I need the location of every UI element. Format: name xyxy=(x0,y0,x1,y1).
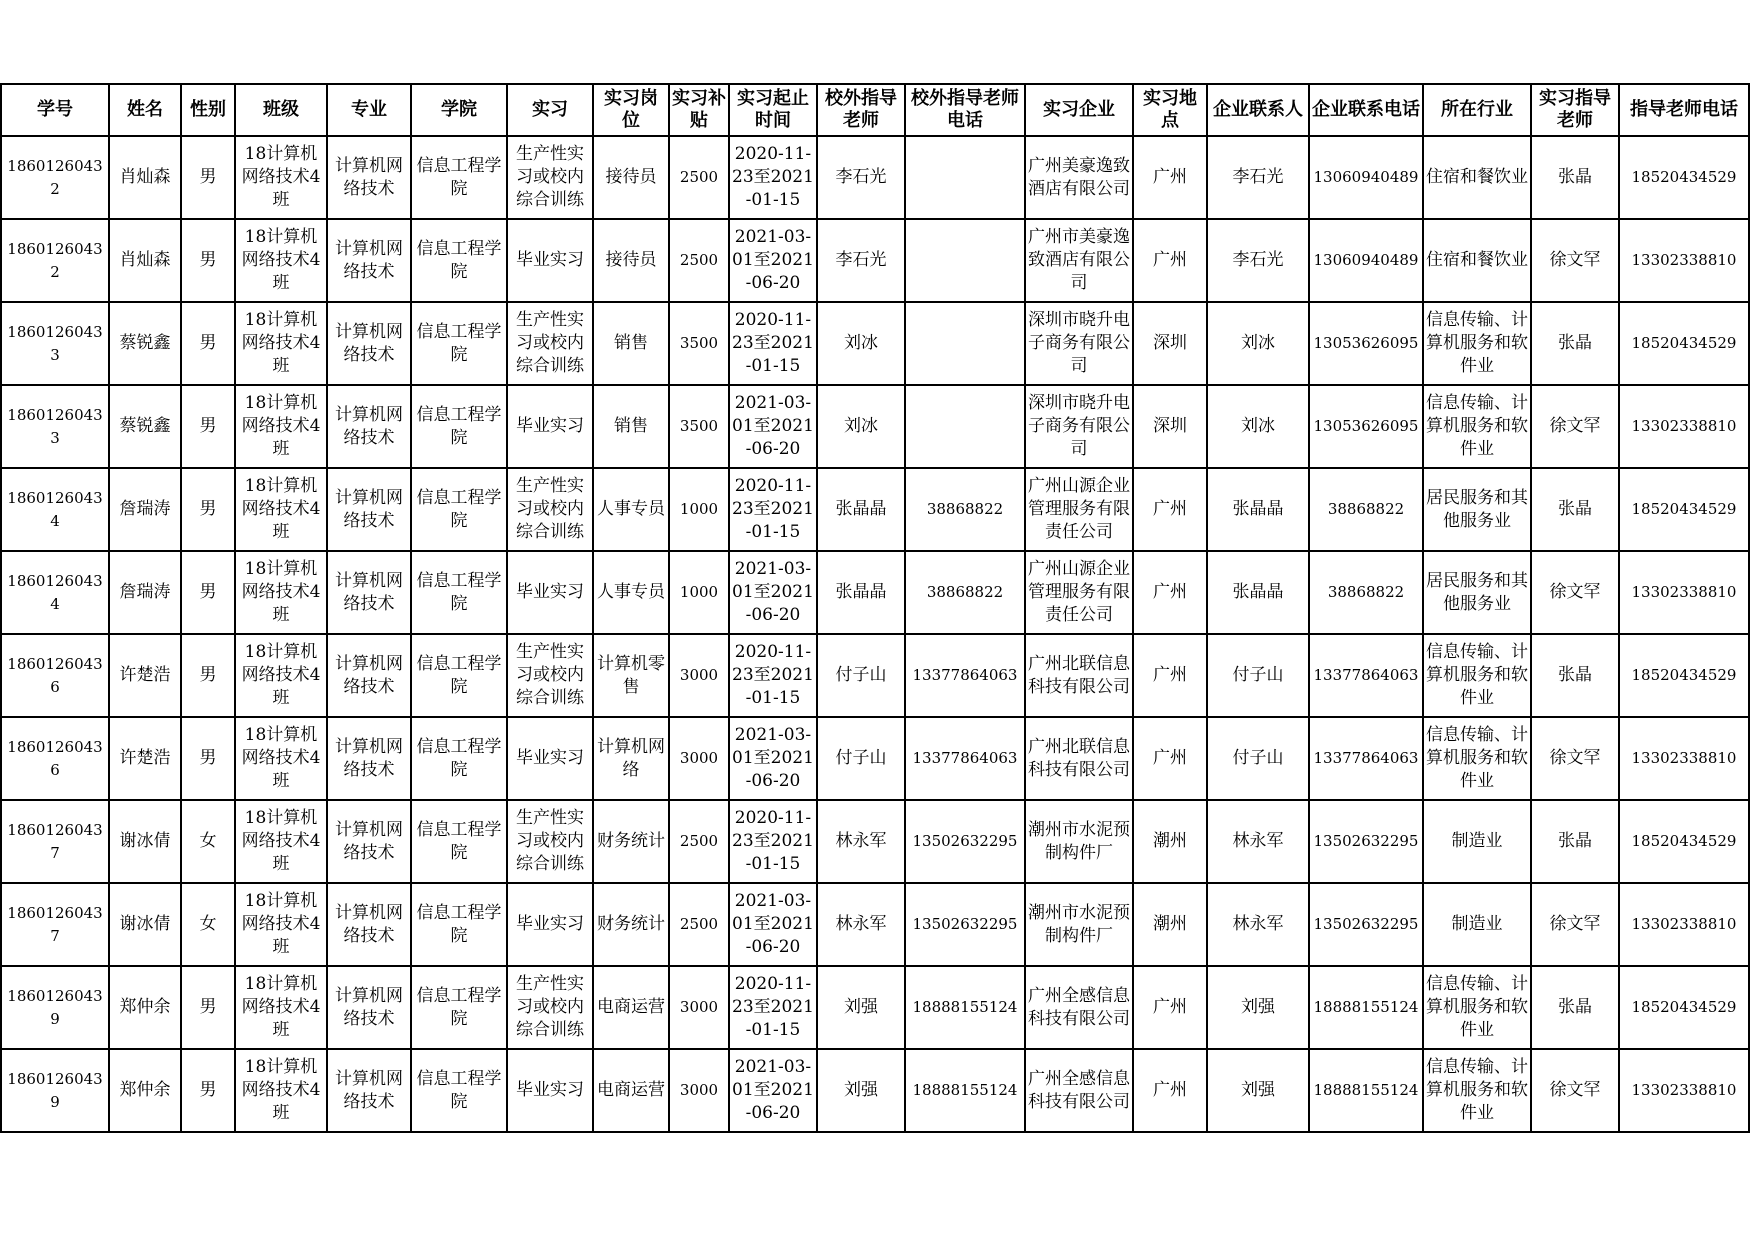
table-cell: 男 xyxy=(181,966,235,1049)
table-cell: 18520434529 xyxy=(1619,302,1749,385)
table-cell: 男 xyxy=(181,468,235,551)
column-header: 学院 xyxy=(411,84,507,136)
column-header: 学号 xyxy=(1,84,109,136)
table-cell xyxy=(729,136,817,219)
table-cell: 18计算机网络技术4班 xyxy=(235,1049,327,1132)
table-cell: 广州 xyxy=(1133,717,1207,800)
table-cell: 18888155124 xyxy=(1309,966,1423,1049)
cell-text: 广州山源企业管理服务有限责任公司 xyxy=(1028,559,1130,625)
table-cell xyxy=(729,883,817,966)
table-cell: 13302338810 xyxy=(1619,1049,1749,1132)
table-body xyxy=(1,136,1749,1132)
table-cell: 3500 xyxy=(669,302,729,385)
table-cell: 38868822 xyxy=(1309,551,1423,634)
table-cell: 13377864063 xyxy=(905,717,1025,800)
table-cell: 3000 xyxy=(669,1049,729,1132)
table-cell: 徐文罕 xyxy=(1531,551,1619,634)
table-cell xyxy=(729,1049,817,1132)
table-cell: 13053626095 xyxy=(1309,385,1423,468)
table-cell: 住宿和餐饮业 xyxy=(1423,219,1531,302)
table-cell: 制造业 xyxy=(1423,800,1531,883)
table-cell: 男 xyxy=(181,302,235,385)
table-cell: 詹瑞涛 xyxy=(109,468,181,551)
column-header: 实习地点 xyxy=(1133,84,1207,136)
table-cell xyxy=(729,302,817,385)
column-header: 校外指导老师电话 xyxy=(905,84,1025,136)
table-cell: 林永军 xyxy=(1207,883,1309,966)
table-cell: 广州 xyxy=(1133,136,1207,219)
table-cell: 13060940489 xyxy=(1309,219,1423,302)
table-cell: 刘冰 xyxy=(817,302,905,385)
table-cell: 接待员 xyxy=(593,219,669,302)
table-cell: 生产性实习或校内综合训练 xyxy=(507,966,593,1049)
table-cell: 18601260437 xyxy=(1,883,109,966)
table-cell: 18计算机网络技术4班 xyxy=(235,219,327,302)
table-cell: 制造业 xyxy=(1423,883,1531,966)
table-cell: 18计算机网络技术4班 xyxy=(235,136,327,219)
table-cell: 18520434529 xyxy=(1619,468,1749,551)
table-cell: 18计算机网络技术4班 xyxy=(235,385,327,468)
table-cell: 许楚浩 xyxy=(109,634,181,717)
table-cell: 付子山 xyxy=(817,634,905,717)
table-cell xyxy=(1025,385,1133,468)
table-cell: 刘强 xyxy=(817,1049,905,1132)
table-cell: 计算机网络技术 xyxy=(327,468,411,551)
table-cell: 13502632295 xyxy=(1309,883,1423,966)
table-cell xyxy=(905,136,1025,219)
cell-text: 2020-11-23至2021-01-15 xyxy=(732,808,814,874)
table-cell: 詹瑞涛 xyxy=(109,551,181,634)
table-cell: 付子山 xyxy=(817,717,905,800)
table-cell: 肖灿森 xyxy=(109,219,181,302)
column-header: 班级 xyxy=(235,84,327,136)
table-cell: 生产性实习或校内综合训练 xyxy=(507,302,593,385)
table-cell: 蔡锐鑫 xyxy=(109,302,181,385)
table-cell: 18601260432 xyxy=(1,136,109,219)
table-cell: 谢冰倩 xyxy=(109,883,181,966)
table-cell: 18601260436 xyxy=(1,717,109,800)
table-row xyxy=(1,883,1749,966)
table-cell: 信息传输、计算机服务和软件业 xyxy=(1423,966,1531,1049)
table-cell: 信息工程学院 xyxy=(411,800,507,883)
table-row xyxy=(1,385,1749,468)
column-header: 姓名 xyxy=(109,84,181,136)
cell-text: 深圳市晓升电子商务有限公司 xyxy=(1028,310,1130,376)
table-cell: 广州 xyxy=(1133,634,1207,717)
table-cell: 毕业实习 xyxy=(507,717,593,800)
table-cell: 3500 xyxy=(669,385,729,468)
table-cell: 毕业实习 xyxy=(507,1049,593,1132)
table-cell: 蔡锐鑫 xyxy=(109,385,181,468)
table-cell: 18888155124 xyxy=(905,1049,1025,1132)
table-cell: 信息传输、计算机服务和软件业 xyxy=(1423,634,1531,717)
table-cell: 张晶 xyxy=(1531,634,1619,717)
table-cell: 18601260439 xyxy=(1,966,109,1049)
table-cell: 销售 xyxy=(593,302,669,385)
table-cell: 计算机网络技术 xyxy=(327,634,411,717)
table-cell: 李石光 xyxy=(817,219,905,302)
table-cell: 刘强 xyxy=(1207,1049,1309,1132)
table-cell: 13377864063 xyxy=(1309,717,1423,800)
table-cell: 人事专员 xyxy=(593,468,669,551)
cell-text: 广州市美豪逸致酒店有限公司 xyxy=(1028,227,1130,293)
table-row xyxy=(1,966,1749,1049)
table-cell xyxy=(1025,966,1133,1049)
table-cell: 广州 xyxy=(1133,966,1207,1049)
table-cell: 李石光 xyxy=(817,136,905,219)
table-cell: 信息传输、计算机服务和软件业 xyxy=(1423,717,1531,800)
table-cell: 广州 xyxy=(1133,551,1207,634)
cell-text: 2021-03-01至2021-06-20 xyxy=(732,227,814,293)
cell-text: 2020-11-23至2021-01-15 xyxy=(732,974,814,1040)
table-cell: 张晶晶 xyxy=(1207,468,1309,551)
table-cell: 许楚浩 xyxy=(109,717,181,800)
cell-text: 广州山源企业管理服务有限责任公司 xyxy=(1028,476,1130,542)
table-cell xyxy=(1025,468,1133,551)
cell-text: 广州全感信息科技有限公司 xyxy=(1028,985,1130,1029)
column-header: 实习企业 xyxy=(1025,84,1133,136)
table-cell: 18601260434 xyxy=(1,468,109,551)
cell-text: 广州全感信息科技有限公司 xyxy=(1028,1068,1130,1112)
table-cell: 计算机零售 xyxy=(593,634,669,717)
table-row xyxy=(1,1049,1749,1132)
table-cell: 男 xyxy=(181,1049,235,1132)
table-cell: 18520434529 xyxy=(1619,966,1749,1049)
table-cell: 信息工程学院 xyxy=(411,883,507,966)
table-cell: 男 xyxy=(181,551,235,634)
table-cell: 男 xyxy=(181,136,235,219)
table-cell: 住宿和餐饮业 xyxy=(1423,136,1531,219)
table-cell: 李石光 xyxy=(1207,219,1309,302)
table-cell: 张晶 xyxy=(1531,302,1619,385)
cell-text: 潮州市水泥预制构件厂 xyxy=(1028,819,1130,863)
table-cell: 信息工程学院 xyxy=(411,966,507,1049)
cell-text: 潮州市水泥预制构件厂 xyxy=(1028,902,1130,946)
table-cell: 人事专员 xyxy=(593,551,669,634)
cell-text: 2021-03-01至2021-06-20 xyxy=(732,393,814,459)
table-row xyxy=(1,219,1749,302)
table-cell: 刘冰 xyxy=(1207,302,1309,385)
table-cell: 徐文罕 xyxy=(1531,883,1619,966)
table-cell: 18520434529 xyxy=(1619,634,1749,717)
table-cell: 2500 xyxy=(669,883,729,966)
table-cell: 谢冰倩 xyxy=(109,800,181,883)
cell-text: 广州美豪逸致酒店有限公司 xyxy=(1028,155,1130,199)
table-cell: 计算机网络技术 xyxy=(327,966,411,1049)
column-header: 校外指导老师 xyxy=(817,84,905,136)
table-cell: 信息工程学院 xyxy=(411,385,507,468)
table-cell: 计算机网络技术 xyxy=(327,883,411,966)
table-cell: 郑仲余 xyxy=(109,1049,181,1132)
table-cell: 计算机网络技术 xyxy=(327,551,411,634)
table-cell: 毕业实习 xyxy=(507,551,593,634)
table-cell: 女 xyxy=(181,800,235,883)
table-cell: 13502632295 xyxy=(1309,800,1423,883)
table-row xyxy=(1,302,1749,385)
table-cell: 13377864063 xyxy=(905,634,1025,717)
column-header: 指导老师电话 xyxy=(1619,84,1749,136)
table-cell: 38868822 xyxy=(905,551,1025,634)
table-cell: 38868822 xyxy=(1309,468,1423,551)
table-cell: 18计算机网络技术4班 xyxy=(235,551,327,634)
table-cell: 徐文罕 xyxy=(1531,219,1619,302)
table-cell: 信息传输、计算机服务和软件业 xyxy=(1423,1049,1531,1132)
cell-text: 2021-03-01至2021-06-20 xyxy=(732,891,814,957)
table-row xyxy=(1,136,1749,219)
table-cell: 林永军 xyxy=(817,800,905,883)
column-header: 实习 xyxy=(507,84,593,136)
table-cell: 信息工程学院 xyxy=(411,468,507,551)
table-cell: 张晶晶 xyxy=(817,468,905,551)
table-row xyxy=(1,634,1749,717)
table-cell: 潮州 xyxy=(1133,883,1207,966)
table-cell: 广州 xyxy=(1133,468,1207,551)
table-cell: 计算机网络技术 xyxy=(327,1049,411,1132)
table-cell: 18520434529 xyxy=(1619,800,1749,883)
table-cell: 居民服务和其他服务业 xyxy=(1423,551,1531,634)
table-cell xyxy=(729,634,817,717)
table-cell: 13302338810 xyxy=(1619,219,1749,302)
table-cell: 肖灿森 xyxy=(109,136,181,219)
cell-text: 2021-03-01至2021-06-20 xyxy=(732,1057,814,1123)
table-cell: 电商运营 xyxy=(593,1049,669,1132)
table-cell: 18计算机网络技术4班 xyxy=(235,302,327,385)
table-cell: 计算机网络 xyxy=(593,717,669,800)
table-cell: 张晶 xyxy=(1531,136,1619,219)
table-cell: 男 xyxy=(181,219,235,302)
table-cell: 付子山 xyxy=(1207,717,1309,800)
table-cell: 18520434529 xyxy=(1619,136,1749,219)
table-cell: 18计算机网络技术4班 xyxy=(235,717,327,800)
table-cell: 38868822 xyxy=(905,468,1025,551)
table-cell: 3000 xyxy=(669,634,729,717)
table-cell: 徐文罕 xyxy=(1531,717,1619,800)
table-cell: 计算机网络技术 xyxy=(327,385,411,468)
column-header: 企业联系电话 xyxy=(1309,84,1423,136)
table-cell: 毕业实习 xyxy=(507,219,593,302)
table-cell: 销售 xyxy=(593,385,669,468)
table-cell: 信息工程学院 xyxy=(411,219,507,302)
table-cell: 18601260437 xyxy=(1,800,109,883)
table-cell: 计算机网络技术 xyxy=(327,302,411,385)
table-cell: 深圳 xyxy=(1133,385,1207,468)
table-cell: 张晶晶 xyxy=(1207,551,1309,634)
column-header: 实习指导老师 xyxy=(1531,84,1619,136)
column-header: 实习岗位 xyxy=(593,84,669,136)
cell-text: 2021-03-01至2021-06-20 xyxy=(732,559,814,625)
table-cell: 13060940489 xyxy=(1309,136,1423,219)
table-cell: 18601260433 xyxy=(1,302,109,385)
table-cell: 李石光 xyxy=(1207,136,1309,219)
table-cell: 女 xyxy=(181,883,235,966)
table-row xyxy=(1,551,1749,634)
table-cell: 林永军 xyxy=(1207,800,1309,883)
table-cell xyxy=(729,551,817,634)
cell-text: 广州北联信息科技有限公司 xyxy=(1028,653,1130,697)
table-cell: 毕业实习 xyxy=(507,385,593,468)
table-cell: 徐文罕 xyxy=(1531,1049,1619,1132)
table-cell: 18601260434 xyxy=(1,551,109,634)
table-cell xyxy=(729,468,817,551)
table-cell: 刘强 xyxy=(817,966,905,1049)
table-cell: 13053626095 xyxy=(1309,302,1423,385)
table-cell: 1000 xyxy=(669,468,729,551)
cell-text: 2020-11-23至2021-01-15 xyxy=(732,476,814,542)
table-cell: 信息传输、计算机服务和软件业 xyxy=(1423,385,1531,468)
table-cell: 生产性实习或校内综合训练 xyxy=(507,634,593,717)
table-cell: 信息传输、计算机服务和软件业 xyxy=(1423,302,1531,385)
table-cell xyxy=(729,717,817,800)
table-cell: 生产性实习或校内综合训练 xyxy=(507,468,593,551)
table-cell: 财务统计 xyxy=(593,883,669,966)
table-cell xyxy=(729,800,817,883)
table-cell: 信息工程学院 xyxy=(411,136,507,219)
table-cell: 财务统计 xyxy=(593,800,669,883)
table-cell: 生产性实习或校内综合训练 xyxy=(507,136,593,219)
table-cell: 18计算机网络技术4班 xyxy=(235,883,327,966)
table-cell: 林永军 xyxy=(817,883,905,966)
table-cell xyxy=(1025,800,1133,883)
table-cell: 广州 xyxy=(1133,219,1207,302)
table-cell xyxy=(905,302,1025,385)
table-cell: 3000 xyxy=(669,966,729,1049)
table-cell: 13302338810 xyxy=(1619,883,1749,966)
cell-text: 2020-11-23至2021-01-15 xyxy=(732,642,814,708)
table-cell: 3000 xyxy=(669,717,729,800)
cell-text: 2020-11-23至2021-01-15 xyxy=(732,144,814,210)
table-cell: 郑仲余 xyxy=(109,966,181,1049)
table-row xyxy=(1,468,1749,551)
table-cell: 生产性实习或校内综合训练 xyxy=(507,800,593,883)
table-cell: 2500 xyxy=(669,800,729,883)
table-cell: 18计算机网络技术4班 xyxy=(235,634,327,717)
column-header: 专业 xyxy=(327,84,411,136)
table-cell xyxy=(1025,717,1133,800)
table-cell xyxy=(1025,136,1133,219)
table-cell: 付子山 xyxy=(1207,634,1309,717)
table-cell: 信息工程学院 xyxy=(411,551,507,634)
table-cell: 18601260432 xyxy=(1,219,109,302)
table-cell: 计算机网络技术 xyxy=(327,800,411,883)
table-cell xyxy=(905,219,1025,302)
table-cell: 18计算机网络技术4班 xyxy=(235,800,327,883)
cell-text: 深圳市晓升电子商务有限公司 xyxy=(1028,393,1130,459)
table-cell: 1000 xyxy=(669,551,729,634)
table-cell: 13302338810 xyxy=(1619,717,1749,800)
table-cell xyxy=(1025,634,1133,717)
table-cell: 18888155124 xyxy=(1309,1049,1423,1132)
table-cell: 张晶 xyxy=(1531,468,1619,551)
table-cell xyxy=(729,219,817,302)
table-cell: 计算机网络技术 xyxy=(327,136,411,219)
table-cell: 张晶 xyxy=(1531,800,1619,883)
column-header: 企业联系人 xyxy=(1207,84,1309,136)
header-row xyxy=(1,84,1749,136)
cell-text: 2021-03-01至2021-06-20 xyxy=(732,725,814,791)
table-cell: 徐文罕 xyxy=(1531,385,1619,468)
table-cell: 13502632295 xyxy=(905,883,1025,966)
table-cell: 男 xyxy=(181,634,235,717)
table-row xyxy=(1,717,1749,800)
table-cell xyxy=(905,385,1025,468)
table-cell: 18601260439 xyxy=(1,1049,109,1132)
table-cell: 18601260436 xyxy=(1,634,109,717)
table-cell: 广州 xyxy=(1133,1049,1207,1132)
table-cell xyxy=(1025,883,1133,966)
table-cell: 信息工程学院 xyxy=(411,717,507,800)
table-cell: 电商运营 xyxy=(593,966,669,1049)
column-header: 性别 xyxy=(181,84,235,136)
table-cell xyxy=(729,966,817,1049)
table-cell: 信息工程学院 xyxy=(411,1049,507,1132)
table-cell: 刘冰 xyxy=(1207,385,1309,468)
table-cell: 接待员 xyxy=(593,136,669,219)
table-header xyxy=(1,84,1749,136)
table-cell: 计算机网络技术 xyxy=(327,219,411,302)
table-cell: 13302338810 xyxy=(1619,385,1749,468)
table-cell: 刘强 xyxy=(1207,966,1309,1049)
column-header: 实习起止时间 xyxy=(729,84,817,136)
table-cell xyxy=(729,385,817,468)
table-cell: 13302338810 xyxy=(1619,551,1749,634)
column-header: 实习补贴 xyxy=(669,84,729,136)
table-cell: 潮州 xyxy=(1133,800,1207,883)
column-header: 所在行业 xyxy=(1423,84,1531,136)
table-cell: 毕业实习 xyxy=(507,883,593,966)
table-cell: 计算机网络技术 xyxy=(327,717,411,800)
table-cell xyxy=(1025,1049,1133,1132)
table-cell: 18计算机网络技术4班 xyxy=(235,966,327,1049)
table-cell: 男 xyxy=(181,717,235,800)
table-cell: 张晶 xyxy=(1531,966,1619,1049)
table-cell: 深圳 xyxy=(1133,302,1207,385)
table-cell: 18888155124 xyxy=(905,966,1025,1049)
table-cell: 18601260433 xyxy=(1,385,109,468)
table-cell: 张晶晶 xyxy=(817,551,905,634)
table-cell: 信息工程学院 xyxy=(411,302,507,385)
table-cell xyxy=(1025,219,1133,302)
table-cell: 刘冰 xyxy=(817,385,905,468)
cell-text: 2020-11-23至2021-01-15 xyxy=(732,310,814,376)
table-cell: 18计算机网络技术4班 xyxy=(235,468,327,551)
table-cell: 居民服务和其他服务业 xyxy=(1423,468,1531,551)
table-cell: 13502632295 xyxy=(905,800,1025,883)
table-cell: 13377864063 xyxy=(1309,634,1423,717)
table-row xyxy=(1,800,1749,883)
internship-table xyxy=(0,83,1750,1133)
table-cell xyxy=(1025,551,1133,634)
table-cell: 信息工程学院 xyxy=(411,634,507,717)
cell-text: 广州北联信息科技有限公司 xyxy=(1028,736,1130,780)
table-cell: 2500 xyxy=(669,136,729,219)
table-cell: 男 xyxy=(181,385,235,468)
table-cell xyxy=(1025,302,1133,385)
table-cell: 2500 xyxy=(669,219,729,302)
